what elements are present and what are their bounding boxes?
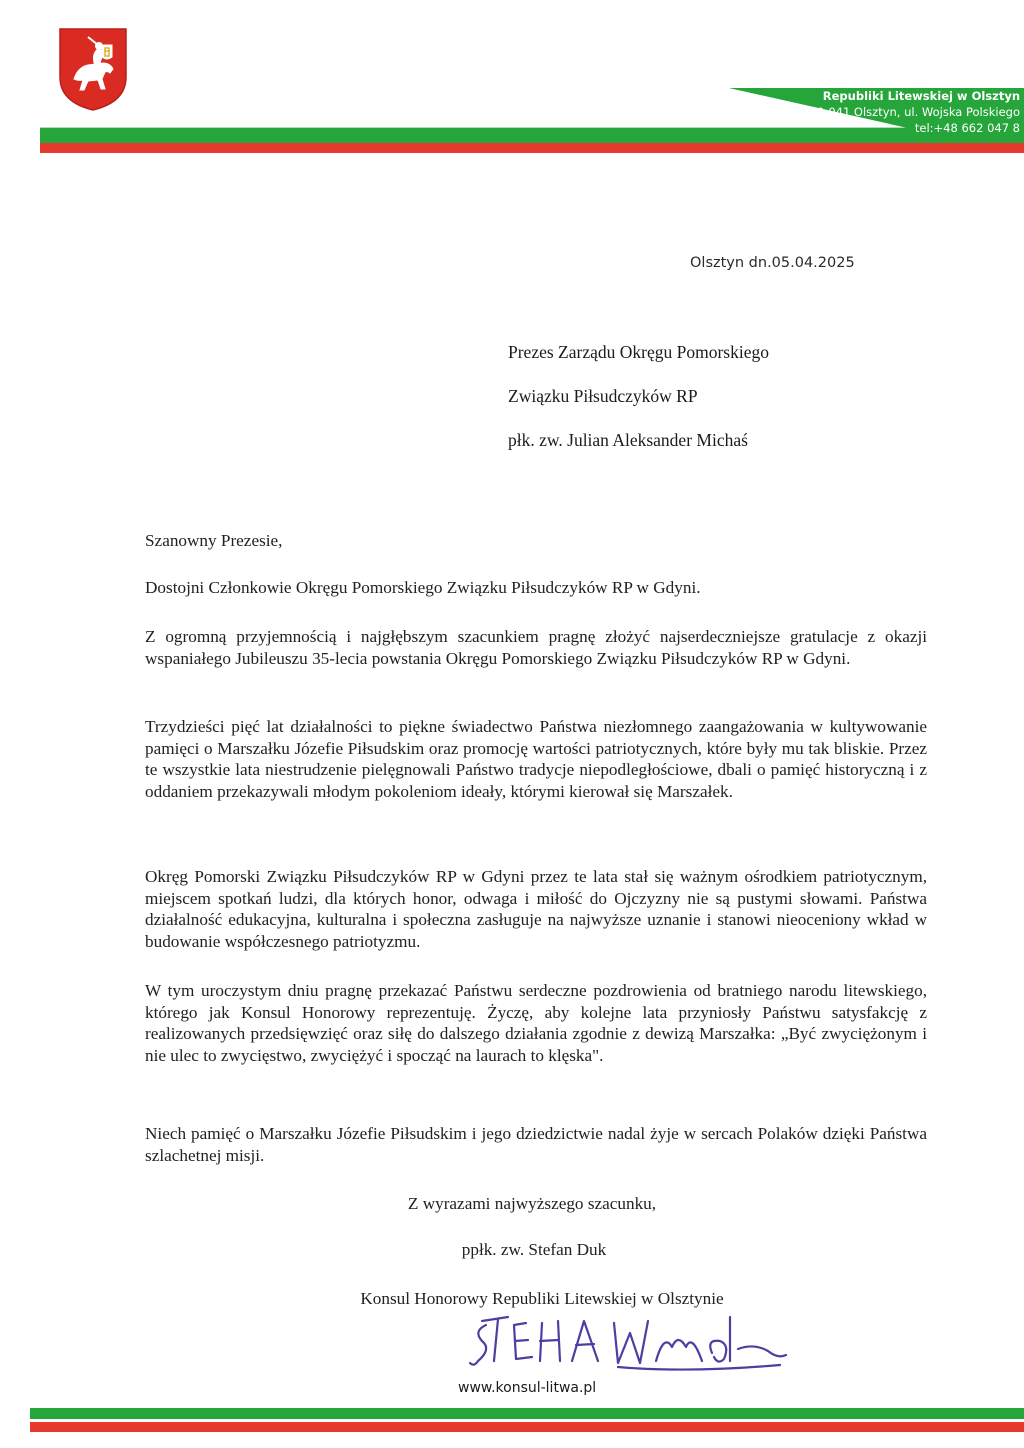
paragraph xyxy=(145,980,927,1066)
header-red-stripe xyxy=(40,143,1024,153)
paragraph xyxy=(145,577,927,599)
recipient-line: płk. zw. Julian Aleksander Michaś xyxy=(508,430,748,450)
recipient-line: Prezes Zarządu Okręgu Pomorskiego xyxy=(508,342,769,362)
paragraph xyxy=(145,626,927,669)
paragraph xyxy=(145,866,927,952)
handwritten-signature xyxy=(468,1303,808,1383)
paragraph-text: Okręg Pomorski Związku Piłsudczyków RP w Gdyni przez te lata stał się ważnym ośrodkiem patriotycznym, miejscem spotkań ludzi, dla których honor, odwaga i miłość do Ojczyzny nie są pustymi słowami. Państwa działalność edukacyjna, kulturalna i społeczna zasługuje na najwyższe uznanie i stanowi nieoceniony wkład w budowanie współczesnego patriotyzmu. xyxy=(145,867,927,951)
footer-band xyxy=(30,1408,1024,1444)
letterhead-name: Stefan Duk Konsul Honorow xyxy=(838,73,1020,87)
greeting-text: Szanowny Prezesie, xyxy=(145,531,283,550)
footer-green-stripe xyxy=(30,1408,1024,1419)
letterhead-contact xyxy=(760,72,1020,136)
paragraph xyxy=(145,716,927,802)
paragraph-text: Trzydzieści pięć lat działalności to piękne świadectwo Państwa niezłomnego zaangażowania w kultywowanie pamięci o Marszałku Józefie Piłsudskim oraz promocję wartości patriotycznych, które były mu tak bliskie. Przez te wszystkie lata niestrudzenie pielęgnowali Państwo tradycje niepodległościowe, dbali o pamięć historyczną i z oddaniem przekazywali młodym pokoleniom ideały, którymi kierował się Marszałek. xyxy=(145,717,927,801)
paragraph xyxy=(145,1123,927,1166)
letter-date: Olsztyn dn.05.04.2025 xyxy=(690,255,855,271)
paragraph-text: W tym uroczystym dniu pragnę przekazać Państwu serdeczne pozdrowienia od bratniego narodu litewskiego, którego jak Konsul Honorowy reprezentuję. Życzę, aby kolejne lata przyniosły Państwu satysfakcję z realizowanych przedsięwzięć oraz siłę do dalszego działania zgodnie z dewizą Marszałka: „Być zwyciężonym i nie ulec to zwycięstwo, zwyciężyć i spocząć na laurach to klęska". xyxy=(145,981,927,1065)
greeting xyxy=(145,530,927,552)
signer-name: ppłk. zw. Stefan Duk xyxy=(461,1240,607,1259)
paragraph-text: Dostojni Członkowie Okręgu Pomorskiego Związku Piłsudczyków RP w Gdyni. xyxy=(145,578,701,597)
recipient-line: Związku Piłsudczyków RP xyxy=(508,386,698,406)
paragraph-text: Z ogromną przyjemnością i najgłębszym szacunkiem pragnę złożyć najserdeczniejsze gratulacje z okazji wspaniałego Jubileuszu 35-lecia powstania Okręgu Pomorskiego Związku Piłsudczyków RP w Gdyni. xyxy=(145,627,927,668)
signer-title: Konsul Honorowy Republiki Litewskiej w Olsztynie xyxy=(360,1289,724,1308)
closing-phrase: Z wyrazami najwyższego szacunku, xyxy=(407,1194,657,1213)
recipient-block xyxy=(508,341,769,473)
letterhead-office: Republiki Litewskiej w Olsztyn xyxy=(822,89,1020,103)
paragraph-text: Niech pamięć o Marszałku Józefie Piłsudskim i jego dziedzictwie nadal żyje w sercach Polaków dzięki Państwa szlachetnej misji. xyxy=(145,1124,927,1165)
footer-red-stripe xyxy=(30,1422,1024,1432)
letterhead-phone: tel:+48 662 047 8 xyxy=(914,121,1020,135)
website-link[interactable]: www.konsul-litwa.pl xyxy=(458,1380,597,1396)
letterhead-address: 10-041 Olsztyn, ul. Wojska Polskiego xyxy=(809,105,1020,119)
